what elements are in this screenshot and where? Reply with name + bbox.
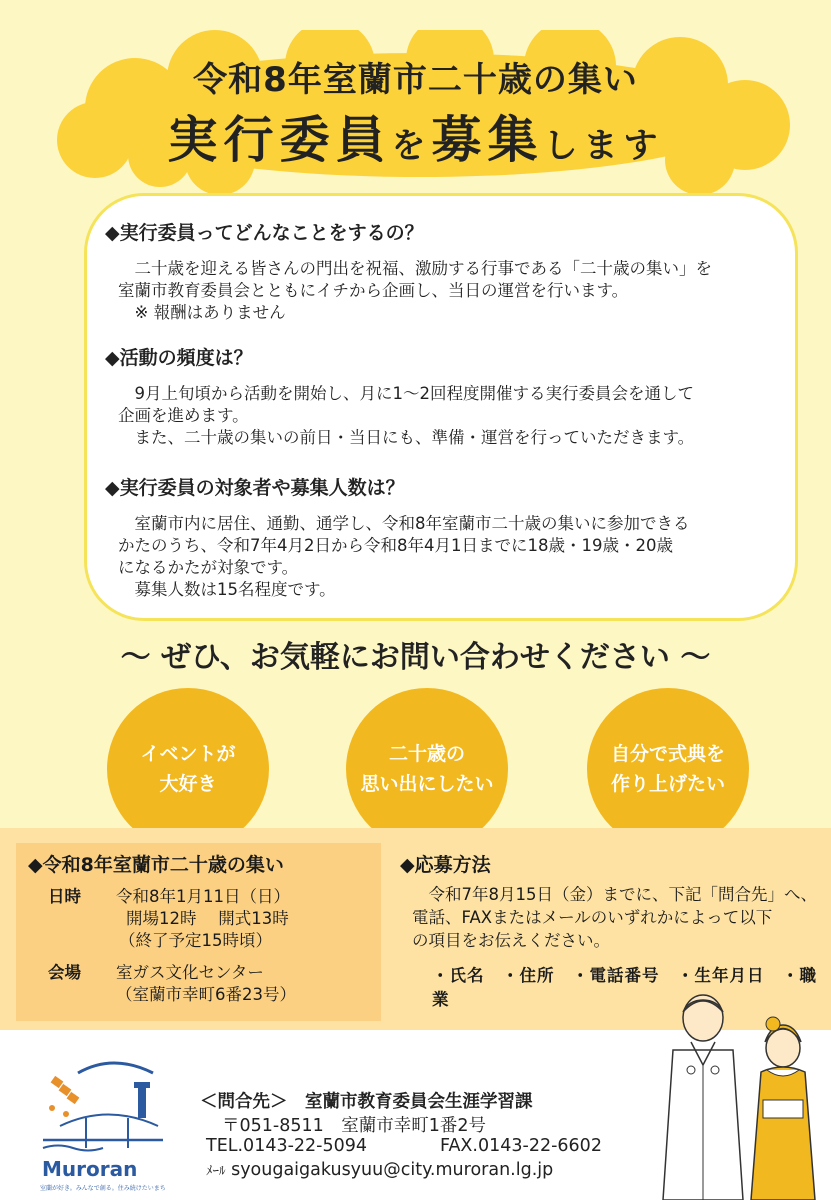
venue-label: 会場 bbox=[48, 963, 81, 982]
text-line: 企画を進めます。 bbox=[118, 406, 249, 425]
circle-text: 作り上げたい bbox=[610, 773, 725, 795]
contact-label bbox=[200, 1088, 533, 1113]
contact-org: 室蘭市教育委員会生涯学習課 bbox=[305, 1092, 533, 1112]
contact-fax: FAX.0143-22-6602 bbox=[440, 1136, 602, 1156]
title-word-recruit: 募集 bbox=[431, 111, 544, 169]
text-line: 室蘭市内に居住、通勤、通学し、令和8年室蘭市二十歳の集いに参加できる bbox=[118, 514, 690, 533]
woman-furisode-icon bbox=[751, 1017, 815, 1200]
section-heading-role: ◆実行委員ってどんなことをするの？ bbox=[105, 222, 424, 244]
date-label: 日時 bbox=[48, 887, 81, 906]
section-text-frequency bbox=[118, 383, 768, 449]
circle-ceremony bbox=[587, 688, 749, 850]
circle-text: 二十歳の bbox=[388, 743, 465, 765]
event-heading: ◆令和8年室蘭市二十歳の集い bbox=[28, 854, 284, 876]
contact-label-text: ＜問合先＞ bbox=[200, 1092, 288, 1112]
date-line: 令和8年1月11日（日） bbox=[116, 887, 290, 906]
text-line: 電話、FAXまたはメールのいずれかによって以下 bbox=[412, 908, 773, 927]
text-line: ※ 報酬はありません bbox=[118, 303, 286, 322]
apply-text bbox=[412, 883, 817, 952]
text-line: 二十歳を迎える皆さんの門出を祝福、激励する行事である「二十歳の集い」を bbox=[118, 259, 712, 278]
logo-wordmark: Muroran bbox=[42, 1157, 138, 1181]
text-line: 令和7年8月15日（金）までに、下記「問合先」へ、 bbox=[412, 885, 817, 904]
apply-heading: ◆応募方法 bbox=[400, 854, 491, 876]
muroran-logo bbox=[38, 1048, 168, 1193]
mail-address[interactable]: syougaigakusyuu@city.muroran.lg.jp bbox=[231, 1160, 554, 1180]
man-hakama-icon bbox=[663, 995, 743, 1200]
dot-icon bbox=[49, 1105, 55, 1111]
contact-mail bbox=[206, 1160, 553, 1180]
text-line: また、二十歳の集いの前日・当日にも、準備・運営を行っていただきます。 bbox=[118, 428, 695, 447]
venue-value bbox=[116, 962, 296, 1006]
section-text-role bbox=[118, 258, 768, 324]
title-word-committee: 実行委員 bbox=[167, 111, 392, 169]
circle-text: 大好き bbox=[159, 773, 217, 795]
tagline: ～ ぜひ、お気軽にお問い合わせください ～ bbox=[120, 640, 711, 675]
lighthouse-icon bbox=[134, 1082, 150, 1118]
circle-memory bbox=[346, 688, 508, 850]
venue-line: （室蘭市幸町6番23号） bbox=[116, 985, 296, 1004]
apply-items: ・氏名 ・住所 ・電話番号 ・生年月日 ・職業 bbox=[432, 966, 817, 1009]
yakitori-icon bbox=[51, 1076, 80, 1104]
circle-event-lover bbox=[107, 688, 269, 850]
title-particle: を bbox=[391, 126, 432, 166]
date-line: （終了予定15時頃） bbox=[119, 931, 272, 950]
text-line: 室蘭市教育委員会とともにイチから企画し、当日の運営を行います。 bbox=[118, 281, 629, 300]
dot-icon bbox=[63, 1111, 69, 1117]
section-heading-frequency: ◆活動の頻度は？ bbox=[105, 347, 253, 369]
text-line: になるかたが対象です。 bbox=[118, 558, 299, 577]
text-line: 募集人数は15名程度です。 bbox=[118, 580, 336, 599]
date-line: 開場12時 開式13時 bbox=[126, 909, 289, 928]
section-text-eligibility bbox=[118, 513, 768, 601]
kimono-couple-illustration bbox=[655, 990, 825, 1200]
mail-label: ﾒｰﾙ bbox=[206, 1164, 226, 1179]
title-suffix: します bbox=[543, 126, 664, 166]
section-heading-eligibility: ◆実行委員の対象者や募集人数は？ bbox=[105, 477, 405, 499]
venue-line: 室ガス文化センター bbox=[116, 963, 264, 982]
circle-text: 自分で式典を bbox=[610, 743, 725, 765]
text-line: かたのうち、令和7年4月2日から令和8年4月1日までに18歳・19歳・20歳 bbox=[118, 536, 673, 555]
contact-address: 〒051-8511 室蘭市幸町1番2号 bbox=[222, 1116, 487, 1136]
text-line: の項目をお伝えください。 bbox=[412, 931, 610, 950]
circle-text: イベントが bbox=[140, 743, 236, 765]
text-line: 9月上旬頃から活動を開始し、月に1～2回程度開催する実行委員会を通して bbox=[118, 384, 694, 403]
title-line1: 令和8年室蘭市二十歳の集い bbox=[193, 60, 638, 100]
circle-text: 思い出にしたい bbox=[360, 773, 494, 795]
contact-tel: TEL.0143-22-5094 bbox=[206, 1136, 368, 1156]
logo-slogan: 室蘭が好き。みんなで創る。住み続けたいまち bbox=[40, 1185, 166, 1192]
date-value bbox=[116, 886, 290, 952]
title-line2 bbox=[0, 100, 831, 172]
